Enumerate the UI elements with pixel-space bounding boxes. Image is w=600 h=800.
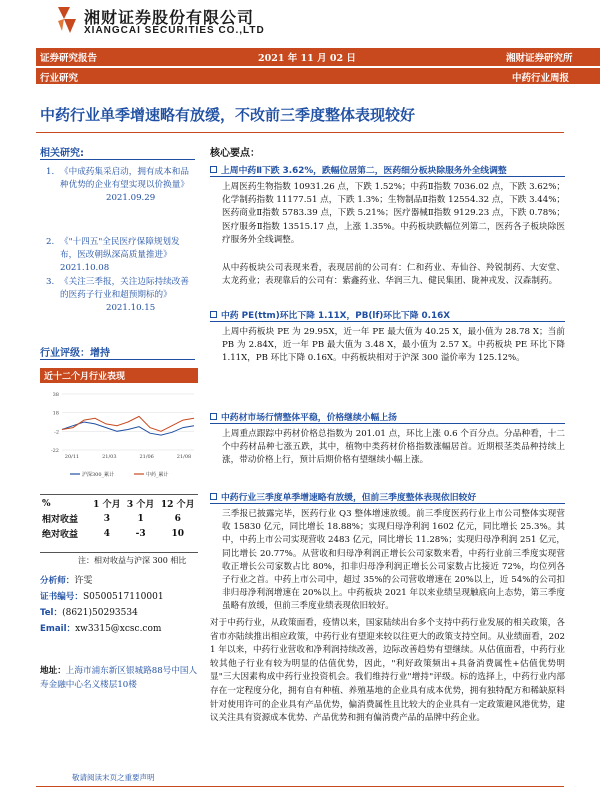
section-heading bbox=[210, 410, 397, 423]
checkbox-icon bbox=[210, 413, 217, 420]
performance-note: 注：相对收益与沪深 300 相比 bbox=[78, 556, 187, 565]
section-divider bbox=[210, 176, 565, 177]
section-heading bbox=[210, 490, 476, 503]
legend-label: 中药_累计 bbox=[146, 472, 169, 478]
analyst-name: 许雯 bbox=[74, 576, 93, 586]
report-date: 2021 年 11 月 02 日 bbox=[258, 53, 356, 64]
section-heading-text: 中药 PE(ttm)环比下降 1.11X，PB(lf)环比下降 0.16X bbox=[221, 311, 451, 321]
table-cell: 4 bbox=[103, 528, 110, 539]
related-item[interactable] bbox=[46, 166, 196, 205]
section-paragraph: 上周中药板块 PE 为 29.95X，近一年 PE 最大值为 40.25 X，最小值为 28.78 X；当前 PB 为 2.84X，近一年 PB 最大值为 3.48 X，最小值为 2.57 X。中药板块 PE 环比下降 1.11X，PB 环比下降 0.16X。中药板块相对于沪深 300 溢价率为 125.12%。 bbox=[222, 327, 565, 364]
related-item-text: 《中成药集采启动，拥有成本和品种优势的企业有望实现以价换量》 bbox=[60, 167, 189, 190]
email-label: Email： bbox=[40, 624, 76, 634]
company-name-en: XIANGCAI SECURITIES CO.,LTD bbox=[84, 25, 265, 36]
checkbox-icon bbox=[210, 493, 217, 500]
related-item-number: 3. bbox=[46, 277, 55, 287]
header-bar-bottom bbox=[36, 68, 600, 84]
table-header-cell: 1 个月 bbox=[93, 500, 121, 510]
related-divider bbox=[40, 159, 195, 160]
section-divider bbox=[210, 503, 565, 504]
related-item-date: 2021.10.15 bbox=[106, 303, 156, 313]
report-type: 证券研究报告 bbox=[40, 53, 98, 64]
x-tick-label: 21/08 bbox=[176, 454, 192, 460]
email-value[interactable]: xw3315@xcsc.com bbox=[75, 624, 162, 634]
chart-heading: 近十二个月行业表现 bbox=[44, 372, 126, 382]
performance-table-bottom-rule bbox=[40, 552, 198, 553]
related-item-text: 《关注三季报，关注边际持续改善的医药子行业和超预期标的》 bbox=[60, 277, 189, 300]
y-tick-label: -22 bbox=[50, 448, 59, 454]
report-category: 行业研究 bbox=[40, 73, 79, 84]
chart-heading-bar bbox=[40, 368, 198, 383]
x-tick-label: 20/11 bbox=[64, 454, 80, 460]
section-paragraph: 三季报已披露完毕，医药行业 Q3 整体增速放缓。前三季度医药行业上市公司整体实现营收 15830 亿元，同比增长 18.88%；实现归母净利润 1602 亿元，同比增长 25.3%。其中，中药上市公司实现营收 2483 亿元，同比增长 11.28%；实现归母净利润 251 亿元，同比增长 20.77%。从营收和归母净利润正增长公司家数来看，中药行业前三季度实现营收正增长公司家数占比 80%，扣非归母净利润正增长公司家数占比接近 72%，均位列各子行业之首。中药上市公司中，超过 35%的公司营收增速在 20%以上，近 54%的公司扣非归母净利润增速在 20%以上。中药板块 2021 年以来业绩呈现触底向上态势，第三季度虽略有放缓，但前三季度业绩表现依旧较好。 bbox=[222, 509, 565, 612]
analyst-label: 分析师： bbox=[40, 576, 75, 586]
checkbox-icon bbox=[210, 166, 217, 173]
x-tick-label: 21/03 bbox=[102, 454, 117, 460]
related-item-date: 2021.10.08 bbox=[60, 263, 110, 273]
chart-legend bbox=[70, 471, 169, 478]
footer-divider bbox=[36, 786, 564, 787]
related-item-number: 2. bbox=[46, 237, 55, 247]
performance-chart bbox=[40, 388, 198, 488]
related-item[interactable] bbox=[46, 276, 196, 315]
row-label: 相对收益 bbox=[42, 515, 79, 525]
table-cell: 3 bbox=[103, 513, 110, 524]
footer-disclaimer: 敬请阅读末页之重要声明 bbox=[72, 773, 155, 782]
table-cell: -3 bbox=[135, 528, 146, 539]
address-label: 地址： bbox=[40, 666, 66, 676]
chart-series bbox=[62, 416, 194, 435]
related-research-heading: 相关研究: bbox=[40, 148, 84, 159]
section-paragraph: 上周重点跟踪中药材价格总指数为 201.01 点，环比上涨 0.6 个百分点。分品种看，十二个中药材品种七涨五跌，其中，植物中类药材价格指数涨幅居首。近期根茎类品种持续上涨，带动价格上行，预计后期价格有望继续小幅上涨。 bbox=[222, 429, 565, 466]
report-header bbox=[0, 0, 600, 48]
section-heading bbox=[210, 308, 450, 321]
tel-value: (8621)50293534 bbox=[62, 608, 138, 618]
legend-label: 沪深300_累计 bbox=[82, 472, 115, 478]
rating-divider bbox=[40, 359, 195, 360]
title-divider bbox=[36, 132, 564, 133]
section-paragraph: 上周医药生物指数 10931.26 点，下跌 1.52%；中药Ⅱ指数 7036.02 点，下跌 3.62%；化学制药指数 11177.51 点，下跌 1.3%；生物制品Ⅱ指数 12554.32 点，下跌 3.44%；医药商业Ⅱ指数 5783.39 点，下跌 5.21%；医疗器械Ⅱ指数 9129.23 点，下跌 0.78%；医疗服务Ⅱ指数 13515.17 点，上涨 1.35%。中药板块跌幅位列第二，医药各子板块除医疗服务外全线调整。 bbox=[222, 182, 565, 245]
x-tick-label: 21/06 bbox=[139, 454, 154, 460]
table-cell: 10 bbox=[171, 528, 185, 539]
section-heading-text: 中药材市场行情整体平稳，价格继续小幅上扬 bbox=[221, 413, 397, 423]
section-divider bbox=[210, 321, 565, 322]
section-heading bbox=[210, 163, 507, 176]
y-tick-label: -2 bbox=[54, 429, 59, 436]
company-name-cn: 湘财证券股份有限公司 bbox=[84, 8, 255, 27]
closing-paragraph: 对于中药行业，从政策面看，疫情以来，国家陆续出台多个支持中药行业发展的相关政策，各省市亦陆续推出相应政策，中药行业有望迎来较以往更大的政策支持空间。从业绩面看，2021 年以来，中药行业营收和净利润持续改善，边际改善趋势有望继续。从估值面看，中药行业较其他子行业有较为明显的估值优势，因此，"利好政策频出+具备消费属性+估值优势明显"三大因素构成中药行业投资机会。我们维持行业"增持"评级。标的选择上，中药行业内部存在一定程度分化，拥有自有种植、养殖基地的企业具有成本优势，拥有独特配方和稀缺原料针对使用许可的企业具有产品优势，偏消费属性且比较大的企业具有一定政策避风港优势，建议关注具有资源成本优势、产品优势和拥有偏消费产品的品牌中药企业。 bbox=[210, 618, 565, 724]
related-item[interactable] bbox=[46, 236, 196, 275]
related-item-date: 2021.09.29 bbox=[106, 193, 156, 203]
series-line-1 bbox=[62, 422, 194, 435]
section-paragraph: 从中药板块公司表现来看，表现居前的公司有：仁和药业、寿仙谷、羚锐制药、大安堂、太龙药业；表现靠后的公司有：紫鑫药业、华润三九、健民集团、陇神戎发、汉森制药。 bbox=[222, 263, 565, 287]
table-row bbox=[40, 511, 198, 526]
institute-name: 湘财证券研究所 bbox=[506, 53, 573, 64]
performance-table-top-rule bbox=[40, 494, 198, 495]
table-cell: 6 bbox=[174, 513, 181, 524]
address-value: 上海市浦东新区银城路88号中国人寿金融中心名义楼层10楼 bbox=[40, 666, 198, 690]
table-header-cell: % bbox=[42, 498, 51, 509]
address-block bbox=[40, 664, 200, 692]
checkbox-icon bbox=[210, 311, 217, 318]
industry-rating: 行业评级：增持 bbox=[40, 348, 110, 359]
email-line bbox=[40, 623, 161, 636]
table-row bbox=[40, 526, 198, 541]
header-bar-top bbox=[36, 48, 600, 66]
page-title: 中药行业单季增速略有放缓，不改前三季度整体表现较好 bbox=[40, 106, 416, 124]
chart-x-axis bbox=[65, 454, 191, 460]
chart-y-axis bbox=[51, 392, 59, 454]
table-header-cell: 3 个月 bbox=[126, 500, 155, 510]
section-heading-text: 上周中药Ⅱ下跌 3.62%，跌幅位居第二，医药细分板块除服务外全线调整 bbox=[221, 166, 507, 176]
cert-line bbox=[40, 591, 164, 604]
key-points-heading: 核心要点： bbox=[210, 148, 260, 159]
related-item-text: 《"十四五"全民医疗保障规划发布，医改朝纵深高质量推进》 bbox=[60, 237, 180, 260]
company-logo-icon bbox=[56, 5, 78, 35]
y-tick-label: 18 bbox=[52, 410, 59, 417]
y-tick-label: 38 bbox=[52, 392, 59, 398]
table-header-row bbox=[40, 496, 198, 511]
analyst-line bbox=[40, 575, 92, 588]
row-label: 绝对收益 bbox=[42, 530, 79, 540]
section-heading-text: 中药行业三季度单季增速略有放缓，但前三季度整体表现依旧较好 bbox=[221, 493, 477, 503]
performance-table bbox=[40, 496, 198, 541]
table-cell: 1 bbox=[137, 513, 144, 524]
tel-line bbox=[40, 607, 138, 620]
tel-label: Tel： bbox=[40, 608, 63, 618]
table-header-cell: 12 个月 bbox=[160, 500, 195, 510]
cert-label: 证书编号： bbox=[40, 592, 83, 602]
section-divider bbox=[210, 423, 565, 424]
related-item-number: 1. bbox=[46, 167, 55, 177]
cert-value: S0500517110001 bbox=[82, 592, 164, 602]
report-series: 中药行业周报 bbox=[512, 73, 570, 84]
